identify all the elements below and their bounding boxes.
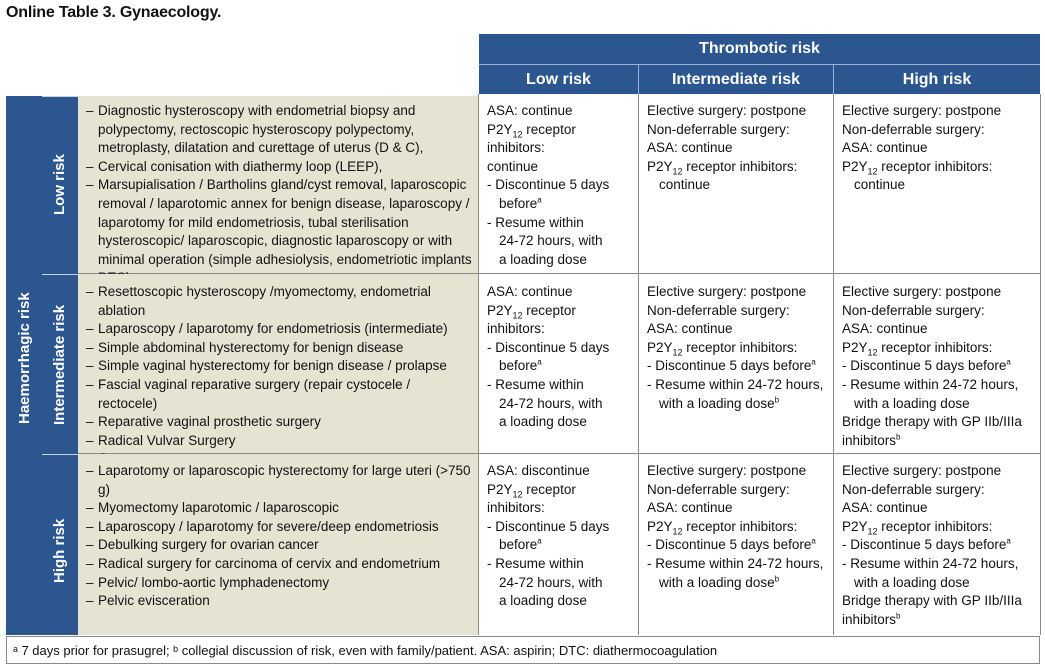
list-item: – Radical Vulvar Surgery xyxy=(86,432,236,448)
list-item: – Pelvic/ lombo-aortic lymphadenectomy xyxy=(86,574,330,590)
row-label-low: Low risk xyxy=(42,96,78,274)
list-item: – Marsupialisation / Bartholins gland/cyst removal, laparoscopic removal / laparotomic annex for benign disease, laparoscopy / laparotomy for mild endometriosis, tubal sterilisation hysteroscopic/ laparoscopic, diagnostic laparoscopy or with minimal operation (simple adhesiolysis, endometriotic implants xyxy=(86,177,472,267)
list-item: – Radical surgery for carcinoma of cervix and endometrium xyxy=(86,555,441,571)
cell-intermediate-intermediate: Elective surgery: postpone Non-deferrable surgery: ASA: continue $P2Y_{12}$ receptor inhibitors: - Discontinue 5 days before$^a$ - Resume within 24-72 hours, with a loading dose$^b$ xyxy=(639,274,833,454)
col-header-high: High risk xyxy=(834,64,1040,94)
procedures-low xyxy=(78,96,479,274)
cell-high-low: ASA: discontinue $P2Y_{12}$ receptor inhibitors: - Discontinue 5 days before$^a$ - Resume within 24-72 hours, with a loading dose xyxy=(479,454,638,635)
list-item: – Laparoscopy / laparotomy for severe/deep endometriosis xyxy=(86,518,439,534)
list-item: – Laparotomy or laparoscopic hysterectomy for large uteri (>750 g) xyxy=(86,463,471,497)
col-header-low: Low risk xyxy=(479,64,638,94)
list-item: – Reparative vaginal prosthetic surgery xyxy=(86,414,321,430)
list-item: – Debulking surgery for ovarian cancer xyxy=(86,537,319,553)
thrombotic-risk-header: Thrombotic risk xyxy=(479,34,1040,64)
cell-high-high: Elective surgery: postpone Non-deferrable surgery: ASA: continue $P2Y_{12}$ receptor inhibitors: - Discontinue 5 days before$^a$ - Resume within 24-72 hours, with a loading dose Bridge therapy with GP IIb/IIIa inhibitors$^b$ xyxy=(834,454,1040,635)
divider xyxy=(638,94,639,635)
cell-low-intermediate: Elective surgery: postpone Non-deferrable surgery: ASA: continue $P2Y_{12}$ receptor inhibitors: continue xyxy=(639,96,833,274)
row-label-high: High risk xyxy=(42,454,78,635)
row-label-intermediate: Intermediate risk xyxy=(42,274,78,454)
divider xyxy=(1040,94,1041,635)
list-item: – Laparoscopy / laparotomy for endometriosis (intermediate) xyxy=(86,321,448,337)
list-item: – Simple vaginal hysterectomy for benign disease / prolapse xyxy=(86,358,447,374)
list-item: – Pelvic evisceration xyxy=(86,593,210,609)
col-header-intermediate: Intermediate risk xyxy=(639,64,833,94)
divider xyxy=(833,94,834,635)
procedures-high xyxy=(78,454,479,635)
cell-high-intermediate: Elective surgery: postpone Non-deferrable surgery: ASA: continue $P2Y_{12}$ receptor inhibitors: - Discontinue 5 days before$^a$ - Resume within 24-72 hours, with a loading dose$^b$ xyxy=(639,454,833,635)
list-item: – Cervical conisation with diathermy loop (LEEP), xyxy=(86,158,383,174)
footnote: ᵃ 7 days prior for prasugrel; ᵇ collegial discussion of risk, even with family/patient. ASA: aspirin; DTC: diathermocoagulation xyxy=(6,636,1040,664)
list-item: – Diagnostic hysteroscopy with endometrial biopsy and polypectomy, rectoscopic hysteroscopy polypectomy, metroplasty, dilatation and curettage of uterus (D & C), xyxy=(86,103,424,156)
list-item: – Myomectomy laparotomic / laparoscopic xyxy=(86,500,339,516)
table-title: Online Table 3. Gynaecology. xyxy=(6,4,222,21)
list-item: – Simple abdominal hysterectomy for benign disease xyxy=(86,339,404,355)
cell-intermediate-high: Elective surgery: postpone Non-deferrable surgery: ASA: continue $P2Y_{12}$ receptor inhibitors: - Discontinue 5 days before$^a$ - Resume within 24-72 hours, with a loading dose Bridge therapy with GP IIb/IIIa inhibitors$^b$ xyxy=(834,274,1040,454)
haemorrhagic-risk-axis xyxy=(6,96,42,635)
cell-intermediate-low: ASA: continue $P2Y_{12}$ receptor inhibitors: - Discontinue 5 days before$^a$ - Resume within 24-72 hours, with a loading dose xyxy=(479,274,638,454)
procedures-intermediate xyxy=(78,274,479,454)
haemorrhagic-risk-label: Haemorrhagic risk xyxy=(16,292,33,424)
list-item: – Fascial vaginal reparative surgery (repair cystocele / rectocele) xyxy=(86,376,411,411)
list-item: – Resettoscopic hysteroscopy /myomectomy, endometrial ablation xyxy=(86,284,431,318)
divider xyxy=(478,94,479,635)
cell-low-low: ASA: continue $P2Y_{12}$ receptor inhibitors: continue - Discontinue 5 days before$^a$ - Resume within 24-72 hours, with a loading dose xyxy=(479,96,638,274)
cell-low-high: Elective surgery: postpone Non-deferrable surgery: ASA: continue $P2Y_{12}$ receptor inhibitors: continue xyxy=(834,96,1040,274)
